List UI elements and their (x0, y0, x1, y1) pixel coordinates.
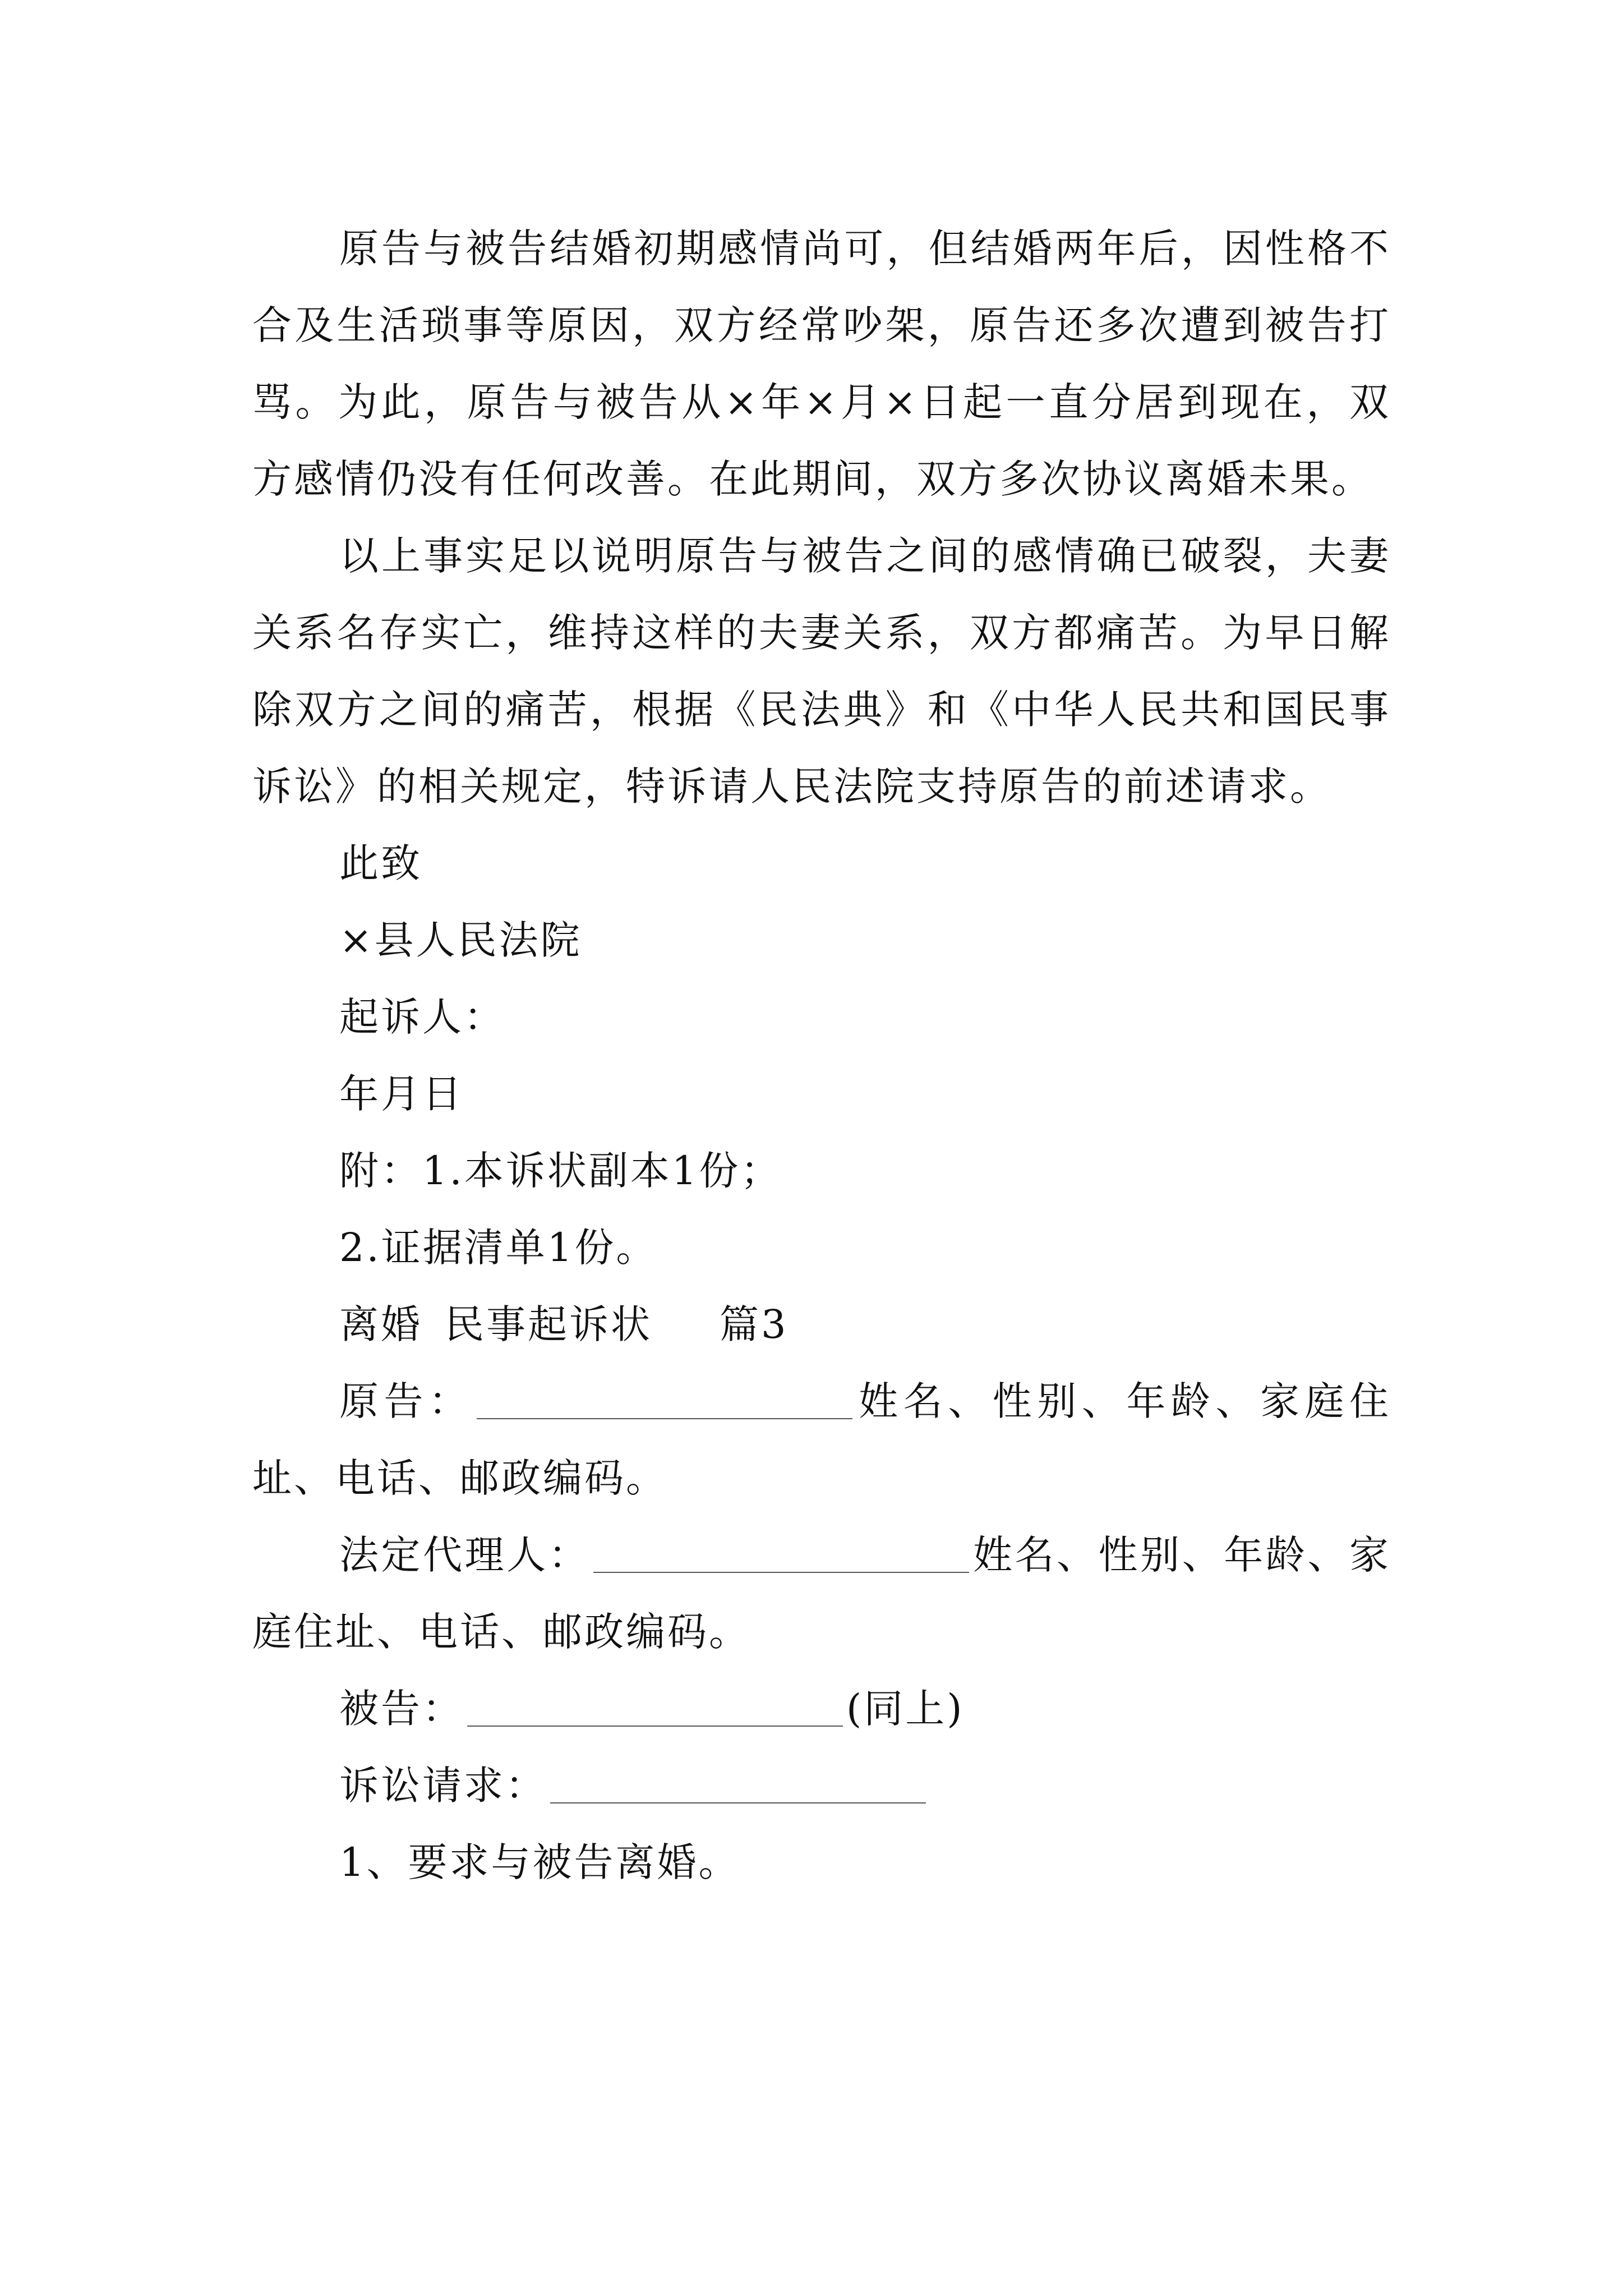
salutation: 此致 (339, 840, 422, 886)
claims-label: 诉讼请求： (339, 1763, 547, 1809)
plaintiff-info (252, 1363, 1391, 1517)
attachment-item-1: 附：1.本诉状副本1份； (339, 1148, 782, 1194)
attachment-item-2: 2.证据清单1份。 (339, 1225, 658, 1271)
section-title-a: 离婚 (339, 1301, 422, 1347)
agent-desc: 姓名、性别、年龄、家庭住址、电话、邮政编码。 (252, 1532, 1391, 1655)
document-page (252, 210, 1391, 1901)
paragraph-conclusion: 以上事实足以说明原告与被告之间的感情确已破裂，夫妻关系名存实亡，维持这样的夫妻关系，双方都痛苦。为早日解除双方之间的痛苦，根据《民法典》和《中华人民共和国民事诉讼》的相关规定，特诉请人民法院支持原告的前述请求。 (252, 533, 1391, 809)
date-line: 年月日 (339, 1071, 464, 1117)
court-name: ×县人民法院 (339, 917, 582, 963)
section-title-b: 民事起诉状 (445, 1301, 652, 1347)
plaintiff-desc: 姓名、性别、年龄、家庭住址、电话、邮政编码。 (252, 1378, 1391, 1501)
plaintiff-signature: 起诉人： (339, 994, 505, 1040)
claim-item-1: 1、要求与被告离婚。 (339, 1839, 740, 1885)
paragraph-marriage-history: 原告与被告结婚初期感情尚可，但结婚两年后，因性格不合及生活琐事等原因，双方经常吵架，原告还多次遭到被告打骂。为此，原告与被告从×年×月×日起一直分居到现在，双方感情仍没有任何改善。在此期间，双方多次协议离婚未果。 (252, 226, 1391, 502)
defendant-blank (467, 1686, 843, 1727)
section-title (252, 1286, 1391, 1363)
agent-info (252, 1517, 1391, 1671)
claims-info (252, 1747, 1391, 1824)
defendant-label: 被告： (339, 1686, 464, 1732)
agent-blank (593, 1533, 969, 1573)
section-title-c: 篇3 (720, 1301, 789, 1347)
plaintiff-label: 原告： (339, 1378, 473, 1424)
claims-blank (550, 1763, 926, 1803)
defendant-desc: (同上) (846, 1686, 965, 1732)
plaintiff-blank (477, 1379, 852, 1419)
agent-label: 法定代理人： (339, 1532, 591, 1578)
defendant-info (252, 1671, 1391, 1747)
